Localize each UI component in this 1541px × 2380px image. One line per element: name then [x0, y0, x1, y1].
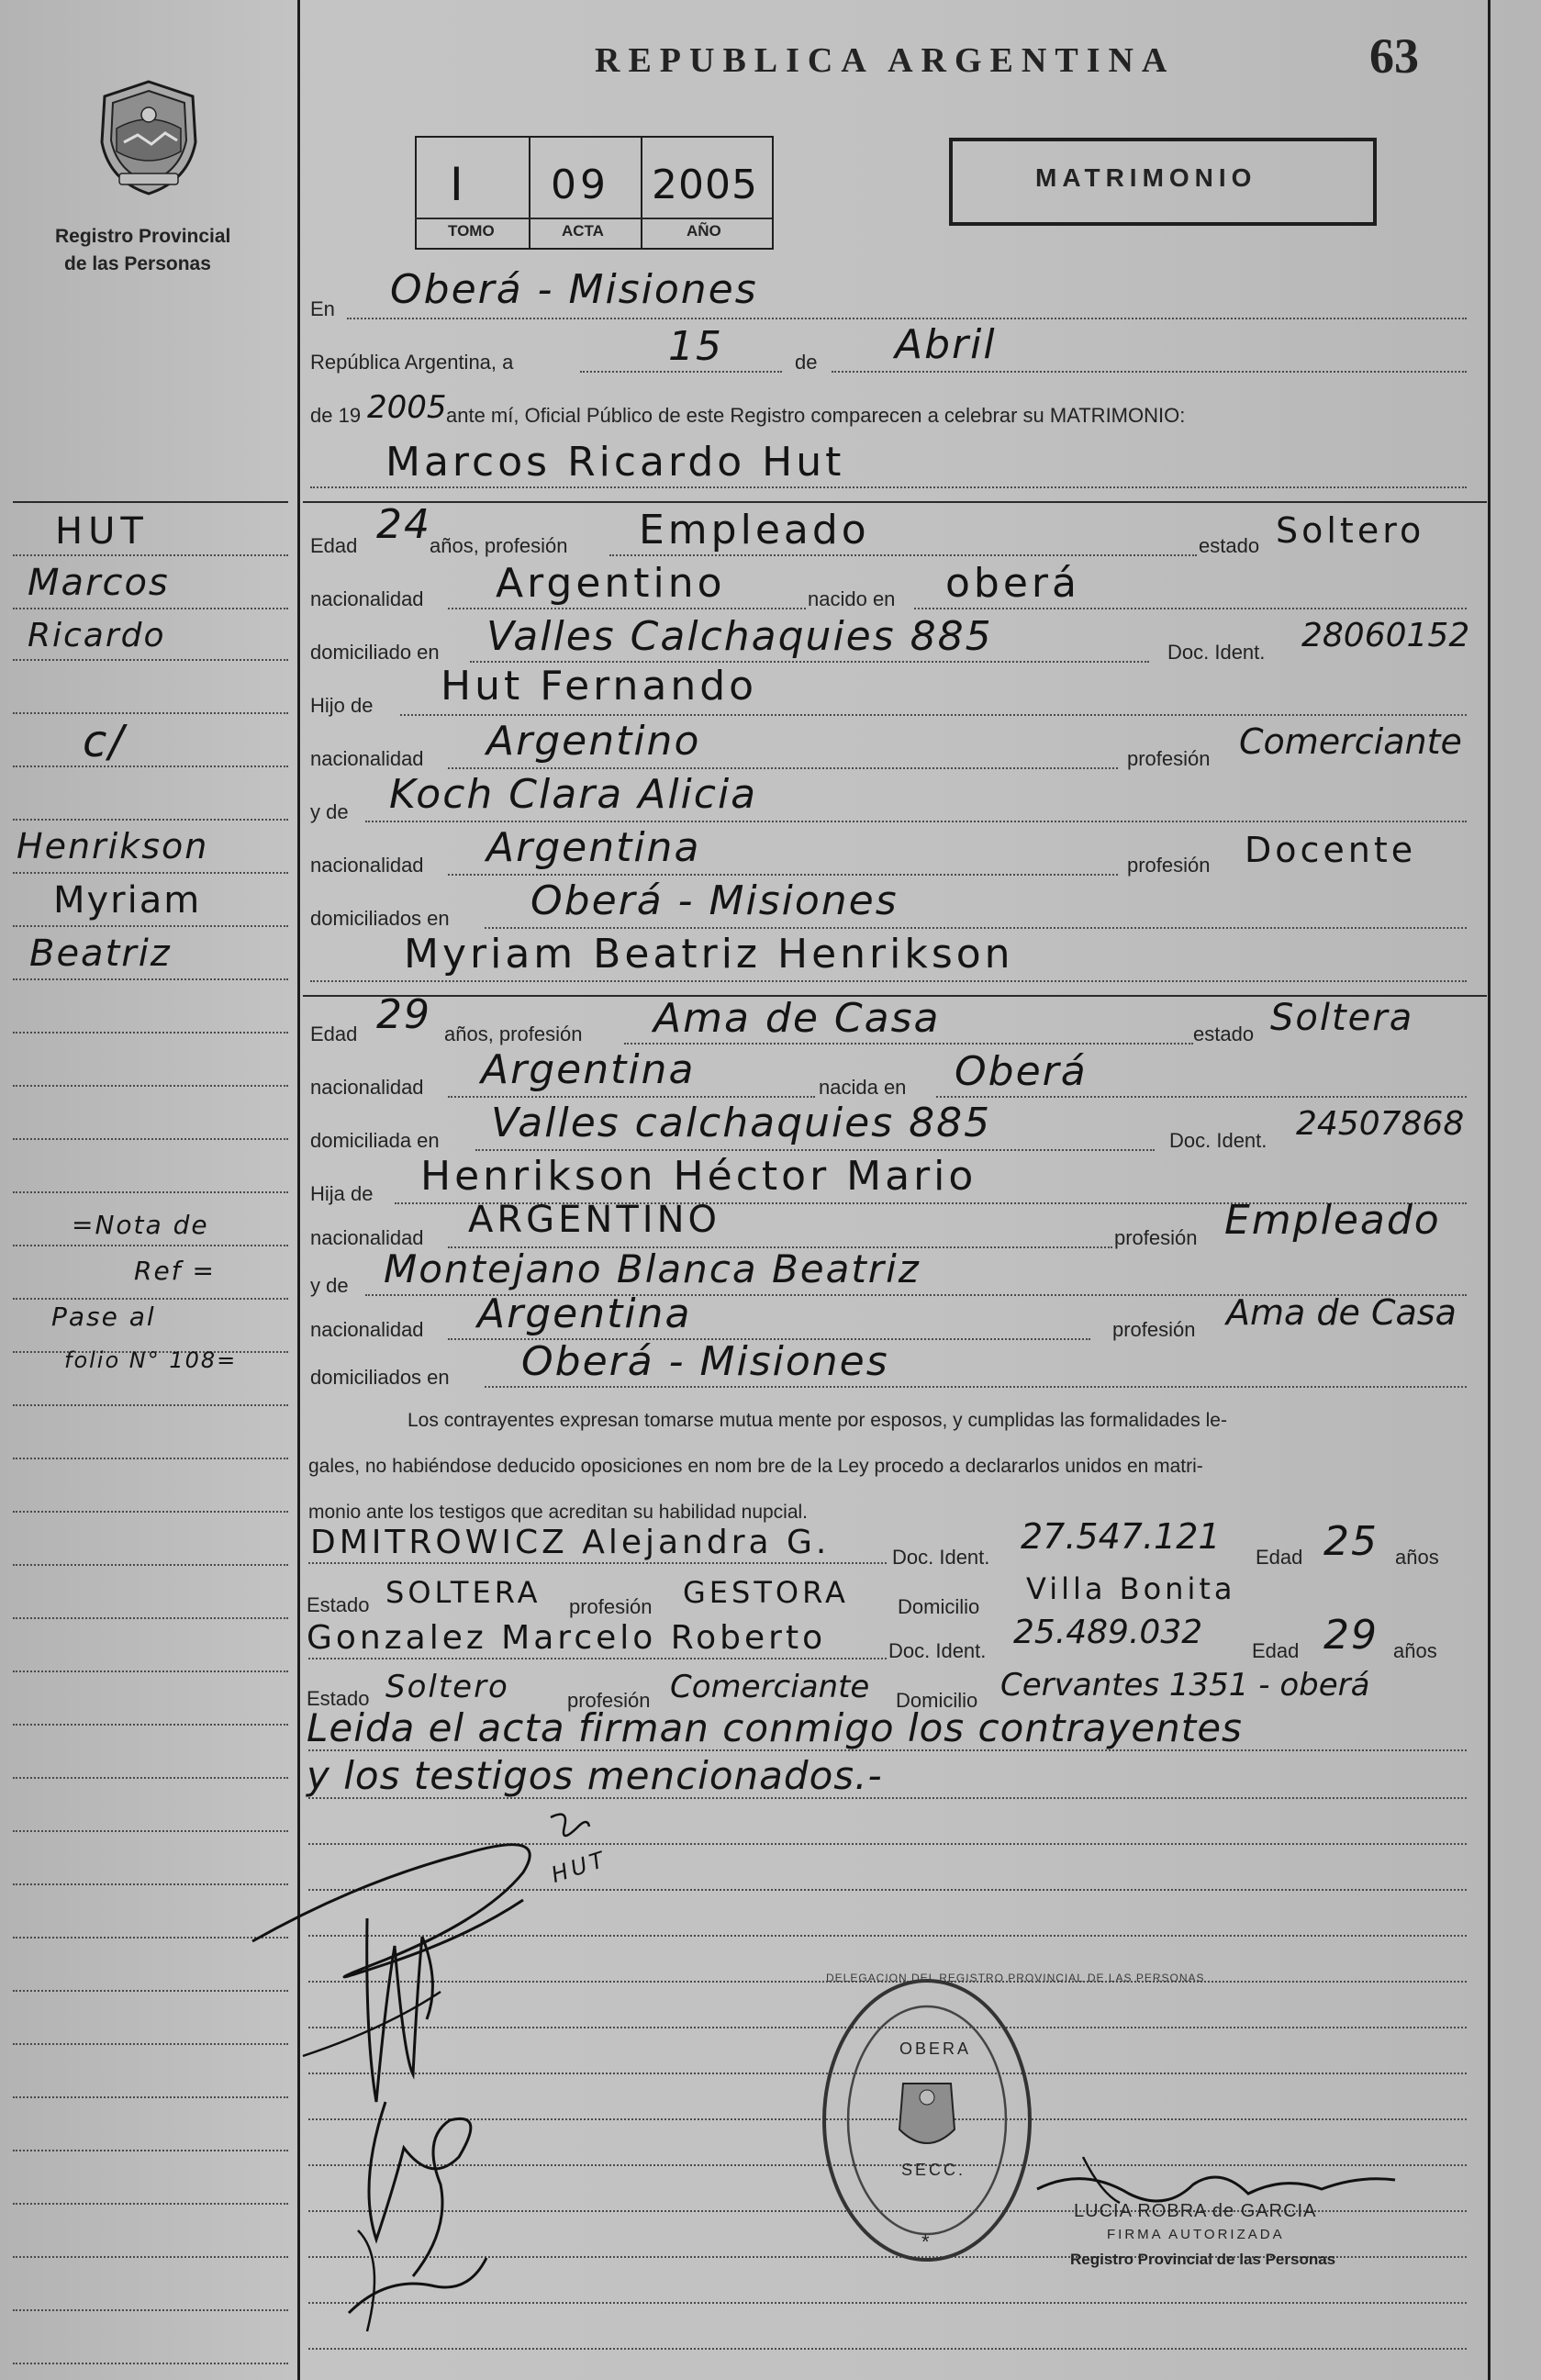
intro-text: ante mí, Oficial Público de este Registro comparecen a celebrar su MATRIMONIO: — [446, 404, 1186, 427]
bride-father-profession: Empleado — [1224, 1197, 1441, 1244]
page-number: 63 — [1369, 28, 1419, 84]
witness2-domicilio-label: Domicilio — [896, 1689, 978, 1712]
margin-line — [13, 1085, 288, 1087]
groom-parents-dom-label: domiciliados en — [310, 907, 450, 930]
groom-hijo-label: Hijo de — [310, 694, 374, 717]
closing-line1: Leida el acta firman conmigo los contrayentes — [307, 1705, 1243, 1750]
right-edge-rule — [1488, 0, 1491, 2380]
groom-father-nationality-line — [448, 767, 1118, 769]
bride-hija-label: Hija de — [310, 1182, 374, 1205]
margin-bride-second: Beatriz — [29, 933, 172, 975]
witness1-estado-label: Estado — [307, 1593, 370, 1616]
bride-nationality: Argentina — [481, 1046, 696, 1093]
bride-yde-label: y de — [310, 1274, 349, 1297]
margin-note-line1: =Nota de — [72, 1210, 209, 1240]
margin-line — [13, 554, 288, 556]
bride-parents-address-line — [485, 1386, 1467, 1388]
bride-parents-dom-label: domiciliados en — [310, 1366, 450, 1389]
witness1-address: Villa Bonita — [1026, 1571, 1236, 1606]
witness1-status: SOLTERA — [385, 1575, 542, 1610]
witness2-anos-label: años — [1393, 1639, 1437, 1662]
margin-line — [13, 1990, 288, 1992]
witness1-anos-label: años — [1395, 1546, 1439, 1569]
en-label: En — [310, 297, 335, 320]
groom-profession: Empleado — [639, 507, 870, 553]
registry-name-line1: Registro Provincial — [55, 226, 231, 247]
official-registry: Registro Provincial de las Personas — [1070, 2251, 1336, 2268]
margin-line — [13, 819, 288, 821]
bride-birthplace-line — [936, 1096, 1467, 1098]
margin-top-rule — [13, 501, 288, 503]
bride-father-nat-label: nacionalidad — [310, 1226, 424, 1249]
de19-label: de 19 — [310, 404, 362, 427]
bride-mother-nationality: Argentina — [477, 1291, 692, 1337]
bride-father-name: Henrikson Héctor Mario — [420, 1153, 977, 1200]
groom-mother-nationality-line — [448, 874, 1118, 876]
witness1-profesion-label: profesión — [569, 1595, 653, 1618]
place-line — [347, 318, 1467, 319]
tomo-value: I — [450, 158, 467, 211]
groom-separator — [303, 501, 1487, 503]
bride-profesion-label: años, profesión — [444, 1022, 583, 1045]
margin-note-line3: Pase al — [51, 1302, 156, 1332]
witness2-doc: 25.489.032 — [1013, 1614, 1203, 1651]
margin-conjunction: c/ — [83, 716, 126, 767]
bride-name-line — [310, 980, 1467, 982]
bride-nacida-label: nacida en — [819, 1076, 907, 1099]
place-value: Oberá - Misiones — [390, 266, 758, 313]
groom-mother-line — [365, 821, 1467, 822]
month-value: Abril — [895, 321, 997, 368]
margin-line — [13, 2150, 288, 2151]
groom-age: 24 — [376, 501, 431, 548]
margin-line — [13, 608, 288, 609]
witness1-doc: 27.547.121 — [1021, 1516, 1221, 1557]
margin-line — [13, 1245, 288, 1246]
witness2-edad-label: Edad — [1252, 1639, 1300, 1662]
provincial-emblem-icon — [96, 78, 202, 197]
bride-estado-label: estado — [1193, 1022, 1255, 1045]
declaration-line3: monio ante los testigos que acreditan su habilidad nupcial. — [308, 1502, 809, 1523]
official-title: FIRMA AUTORIZADA — [1107, 2227, 1285, 2242]
ano-label: AÑO — [687, 222, 721, 240]
closing-line2: y los testigos mencionados.- — [307, 1753, 883, 1798]
bride-parents-address: Oberá - Misiones — [521, 1338, 889, 1385]
month-line — [832, 371, 1467, 373]
groom-father-profession: Comerciante — [1239, 721, 1462, 762]
stamp-center-top: OBERA — [899, 2039, 972, 2058]
record-box-divider-2 — [641, 136, 642, 248]
margin-note-line2: Ref = — [134, 1256, 216, 1286]
groom-edad-label: Edad — [310, 534, 358, 557]
margin-line — [13, 712, 288, 714]
groom-profesion-label: años, profesión — [430, 534, 568, 557]
witness2-age: 29 — [1323, 1612, 1379, 1659]
margin-line — [13, 1724, 288, 1726]
margin-line — [13, 1458, 288, 1459]
groom-birthplace-line — [914, 608, 1467, 609]
groom-mother-prof-label: profesión — [1127, 854, 1211, 877]
margin-line — [13, 1564, 288, 1566]
groom-father-nat-label: nacionalidad — [310, 747, 424, 770]
witness1-name-line — [308, 1562, 887, 1564]
margin-line — [13, 1298, 288, 1300]
witness2-name-line — [308, 1658, 887, 1659]
contracting-parties-signatures — [248, 1799, 679, 2350]
registry-name-line2: de las Personas — [64, 253, 211, 274]
margin-line — [13, 1883, 288, 1885]
groom-yde-label: y de — [310, 800, 349, 823]
margin-line — [13, 2096, 288, 2098]
tomo-label: TOMO — [448, 222, 495, 240]
ano-value: 2005 — [652, 162, 758, 208]
margin-line — [13, 2043, 288, 2045]
official-name: LUCIA ROBRA de GARCIA — [1074, 2201, 1317, 2221]
bride-age: 29 — [376, 991, 431, 1038]
record-box-divider-1 — [529, 136, 530, 248]
groom-doc: 28060152 — [1301, 617, 1470, 654]
record-box-label-rule — [415, 218, 772, 219]
bride-father-nationality: ARGENTINO — [468, 1199, 720, 1241]
margin-groom-second: Ricardo — [28, 617, 166, 654]
groom-father-name: Hut Fernando — [441, 663, 758, 710]
declaration-line1: Los contrayentes expresan tomarse mutua mente por esposos, y cumplidas las formalidades le- — [408, 1410, 1227, 1431]
groom-nacionalidad-label: nacionalidad — [310, 587, 424, 610]
bride-doc: 24507868 — [1296, 1105, 1465, 1143]
bride-profession-line — [624, 1043, 1193, 1045]
bride-father-prof-label: profesión — [1114, 1226, 1198, 1249]
groom-mother-profession: Docente — [1245, 830, 1417, 870]
margin-line — [13, 2363, 288, 2364]
margin-line — [13, 1032, 288, 1034]
stamp-center-bottom: SECC. — [901, 2161, 966, 2179]
groom-mother-nationality: Argentina — [486, 824, 701, 871]
witness1-domicilio-label: Domicilio — [898, 1595, 980, 1618]
margin-line — [13, 978, 288, 980]
witness2-profession: Comerciante — [670, 1669, 870, 1705]
witness2-estado-label: Estado — [307, 1687, 370, 1710]
margin-line — [13, 1138, 288, 1140]
bride-mother-nat-label: nacionalidad — [310, 1318, 424, 1341]
groom-father-prof-label: profesión — [1127, 747, 1211, 770]
groom-parents-address-line — [485, 927, 1467, 929]
witness1-age: 25 — [1323, 1518, 1379, 1565]
margin-line — [13, 1830, 288, 1832]
margin-groom-surname: HUT — [55, 510, 149, 553]
bride-nacionalidad-label: nacionalidad — [310, 1076, 424, 1099]
signature-mark: HUT — [548, 1846, 611, 1888]
groom-profession-line — [609, 554, 1197, 556]
groom-mother-nat-label: nacionalidad — [310, 854, 424, 877]
margin-line — [13, 2256, 288, 2258]
groom-nationality-line — [448, 608, 806, 609]
margin-note-line4: folio N° 108= — [64, 1347, 238, 1373]
margin-line — [13, 872, 288, 874]
witness1-profession: GESTORA — [683, 1575, 849, 1610]
bride-name: Myriam Beatriz Henrikson — [404, 931, 1014, 978]
bride-address: Valles calchaquies 885 — [491, 1100, 992, 1146]
margin-line — [13, 1670, 288, 1672]
declaration-line2: gales, no habiéndose deducido oposiciones en nom bre de la Ley procedo a declararlos unidos en matri- — [308, 1456, 1203, 1477]
groom-nacido-label: nacido en — [808, 587, 896, 610]
stamp-ring-text: DELEGACION DEL REGISTRO PROVINCIAL DE LAS PERSONAS — [826, 1972, 1205, 1984]
margin-groom-first: Marcos — [28, 562, 170, 604]
country-heading: REPUBLICA ARGENTINA — [595, 41, 1176, 80]
bride-profession: Ama de Casa — [653, 995, 941, 1042]
de-label: de — [795, 351, 818, 374]
groom-mother-name: Koch Clara Alicia — [389, 771, 758, 818]
acta-label: ACTA — [562, 222, 604, 240]
acta-value: 09 — [551, 162, 609, 208]
margin-line — [13, 765, 288, 767]
official-stamp — [817, 1973, 1037, 2267]
bride-status: Soltera — [1270, 997, 1414, 1039]
day-line — [580, 371, 782, 373]
margin-line — [13, 2309, 288, 2311]
groom-father-nationality: Argentino — [486, 718, 701, 765]
witness1-edad-label: Edad — [1256, 1546, 1303, 1569]
witness2-profesion-label: profesión — [567, 1689, 651, 1712]
witness2-address: Cervantes 1351 - oberá — [1000, 1667, 1370, 1704]
margin-line — [13, 925, 288, 927]
witness1-doc-label: Doc. Ident. — [892, 1546, 990, 1569]
bride-doc-label: Doc. Ident. — [1169, 1129, 1267, 1152]
bride-address-line — [475, 1149, 1155, 1151]
groom-status: Soltero — [1276, 510, 1425, 551]
republic-label: República Argentina, a — [310, 351, 514, 374]
margin-line — [13, 1191, 288, 1193]
groom-name-line — [310, 486, 1467, 488]
witness2-doc-label: Doc. Ident. — [888, 1639, 987, 1662]
margin-line — [13, 1937, 288, 1939]
margin-line — [13, 1511, 288, 1513]
bride-edad-label: Edad — [310, 1022, 358, 1045]
groom-birthplace: oberá — [945, 560, 1080, 607]
groom-father-line — [400, 714, 1467, 716]
groom-doc-label: Doc. Ident. — [1167, 641, 1266, 664]
groom-name: Marcos Ricardo Hut — [385, 439, 845, 486]
stamp-star: * — [921, 2230, 930, 2253]
margin-bride-first: Myriam — [53, 879, 202, 922]
margin-line — [13, 2203, 288, 2205]
day-value: 15 — [668, 323, 723, 370]
bride-mother-profession: Ama de Casa — [1226, 1292, 1457, 1333]
bride-mother-prof-label: profesión — [1112, 1318, 1196, 1341]
margin-line — [13, 1777, 288, 1779]
margin-bride-surname: Henrikson — [17, 826, 209, 866]
groom-parents-address: Oberá - Misiones — [530, 877, 899, 924]
groom-domiciliado-label: domiciliado en — [310, 641, 440, 664]
groom-nationality: Argentino — [496, 560, 726, 607]
bride-domiciliada-label: domiciliada en — [310, 1129, 440, 1152]
witness2-name: Gonzalez Marcelo Roberto — [307, 1619, 827, 1657]
margin-line — [13, 1617, 288, 1619]
margin-line — [13, 1404, 288, 1406]
witness2-status: Soltero — [385, 1669, 509, 1705]
bride-birthplace: Oberá — [955, 1048, 1088, 1095]
groom-address: Valles Calchaquies 885 — [486, 613, 993, 660]
witness1-name: DMITROWICZ Alejandra G. — [310, 1524, 831, 1561]
groom-estado-label: estado — [1199, 534, 1260, 557]
year-value: 2005 — [367, 389, 447, 426]
document-type: MATRIMONIO — [1035, 163, 1257, 192]
bride-mother-name: Montejano Blanca Beatriz — [384, 1246, 921, 1291]
bride-nationality-line — [448, 1096, 815, 1098]
margin-line — [13, 659, 288, 661]
